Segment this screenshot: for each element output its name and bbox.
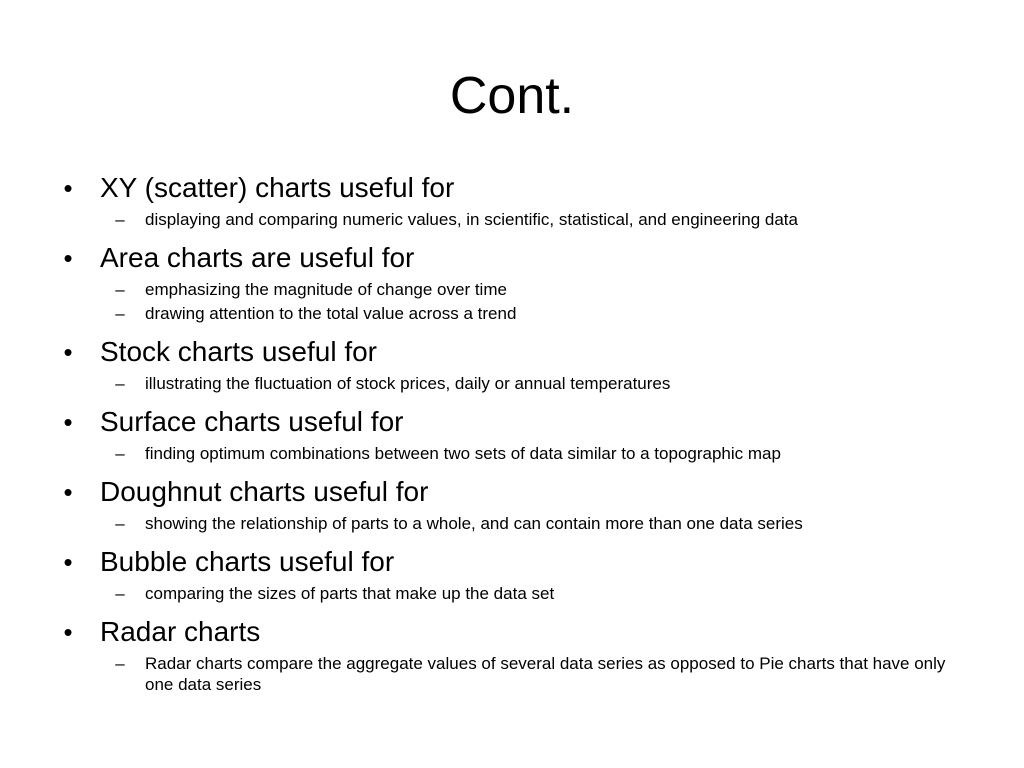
sub-text: finding optimum combinations between two sets of data similar to a topographic map <box>145 444 781 463</box>
sub-list <box>58 653 978 695</box>
sub-text: emphasizing the magnitude of change over time <box>145 280 507 299</box>
bullet-dot-icon: • <box>63 173 73 203</box>
sub-list <box>58 279 978 324</box>
sub-list <box>58 373 978 394</box>
sub-item <box>58 209 978 230</box>
dash-icon: – <box>115 444 125 463</box>
sub-item <box>58 279 978 300</box>
bullet-text: Surface charts useful for <box>100 406 404 437</box>
sub-text: illustrating the fluctuation of stock prices, daily or annual temperatures <box>145 374 671 393</box>
bullet-row <box>58 170 978 206</box>
sub-list <box>58 583 978 604</box>
bullet-item <box>58 240 978 324</box>
bullet-item <box>58 334 978 394</box>
bullet-item <box>58 404 978 464</box>
bullet-list <box>58 170 978 695</box>
bullet-dot-icon: • <box>63 337 73 367</box>
sub-list <box>58 513 978 534</box>
sub-item <box>58 303 978 324</box>
bullet-item <box>58 170 978 230</box>
bullet-text: Stock charts useful for <box>100 336 378 367</box>
sub-text: showing the relationship of parts to a whole, and can contain more than one data series <box>145 514 803 533</box>
sub-item <box>58 653 978 695</box>
dash-icon: – <box>115 280 125 299</box>
bullet-dot-icon: • <box>63 243 73 273</box>
sub-item <box>58 443 978 464</box>
bullet-dot-icon: • <box>63 547 73 577</box>
sub-list <box>58 443 978 464</box>
bullet-item <box>58 474 978 534</box>
bullet-row <box>58 474 978 510</box>
bullet-row <box>58 404 978 440</box>
bullet-text: Doughnut charts useful for <box>100 476 429 507</box>
bullet-row <box>58 614 978 650</box>
bullet-dot-icon: • <box>63 477 73 507</box>
sub-item <box>58 513 978 534</box>
bullet-dot-icon: • <box>63 617 73 647</box>
sub-item <box>58 373 978 394</box>
bullet-text: Area charts are useful for <box>100 242 415 273</box>
dash-icon: – <box>115 210 125 229</box>
dash-icon: – <box>115 654 125 673</box>
bullet-row <box>58 240 978 276</box>
bullet-row <box>58 334 978 370</box>
sub-text: drawing attention to the total value across a trend <box>145 304 517 323</box>
bullet-text: XY (scatter) charts useful for <box>100 172 455 203</box>
sub-text: displaying and comparing numeric values, in scientific, statistical, and engineering data <box>145 210 798 229</box>
sub-text: Radar charts compare the aggregate values of several data series as opposed to Pie charts that have only one data series <box>145 654 946 694</box>
bullet-text: Radar charts <box>100 616 261 647</box>
bullet-dot-icon: • <box>63 407 73 437</box>
dash-icon: – <box>115 514 125 533</box>
sub-list <box>58 209 978 230</box>
bullet-text: Bubble charts useful for <box>100 546 395 577</box>
bullet-item <box>58 544 978 604</box>
dash-icon: – <box>115 304 125 323</box>
dash-icon: – <box>115 374 125 393</box>
sub-item <box>58 583 978 604</box>
bullet-item <box>58 614 978 695</box>
slide-title: Cont. <box>449 67 575 125</box>
sub-text: comparing the sizes of parts that make up the data set <box>145 584 555 603</box>
bullet-row <box>58 544 978 580</box>
dash-icon: – <box>115 584 125 603</box>
